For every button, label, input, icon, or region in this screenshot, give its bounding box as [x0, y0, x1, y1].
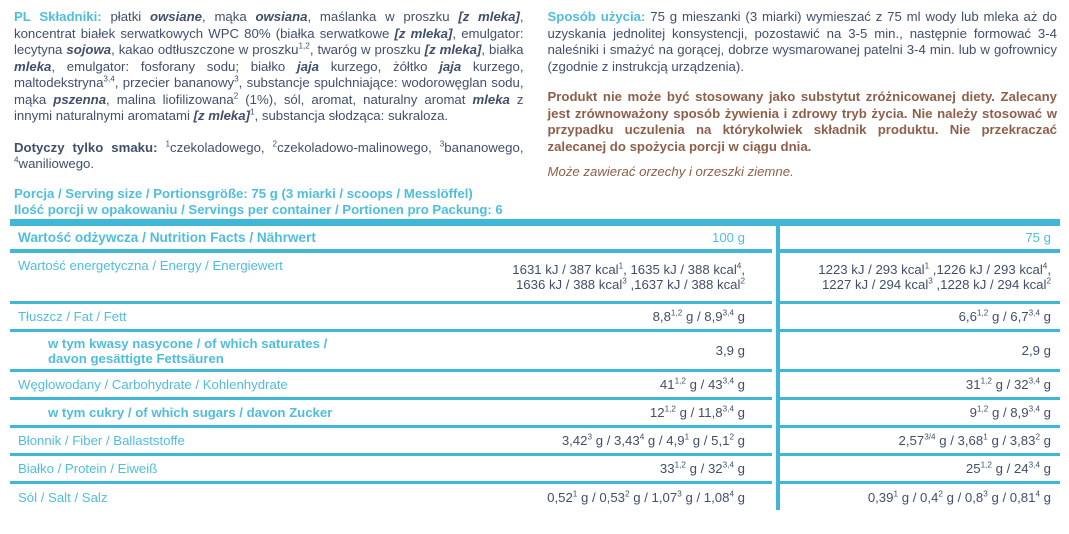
table-row	[780, 428, 1060, 456]
row-value-salt-100g: 0,52$^1$ g / 0,53$^2$ g / 1,07$^3$ g / 1,08$^4$ g	[547, 489, 745, 505]
table-row	[10, 428, 772, 456]
flavor-footnotes-text: $^1$czekoladowego, $^2$czekoladowo-malinowego, $^3$bananowego, $^4$waniliowego.	[14, 139, 524, 171]
table-row	[10, 253, 772, 304]
table-row	[780, 484, 1060, 510]
table-row	[10, 484, 772, 510]
nutrition-table-right-section	[776, 226, 1060, 510]
serving-info	[14, 186, 524, 218]
table-row	[10, 400, 772, 428]
row-label-fiber: Błonnik / Fiber / Ballaststoffe	[18, 433, 185, 448]
nutrition-table-left-section	[10, 226, 772, 510]
row-value-fiber-100g: 3,42$^3$ g / 3,43$^4$ g / $4,9^1$ g / $5,1^2$ g	[561, 432, 745, 448]
usage-text: 75 g mieszanki (3 miarki) wymieszać z 75 ml wody lub mleka aż do uzyskania jednolitej konsystencji, pozostawić na 3-5 min., następnie formować 3-4 naleśniki i smażyć na gorącej, dobrze wysmarowanej patelni 3-4 min. lub w gofrownicy (zgodnie z instrukcją urządzenia).	[547, 9, 1057, 74]
usage-label: Sposób użycia:	[547, 9, 646, 24]
row-value-carbohydrate-100g: 41$^{1,2}$ g / 43$^{3,4}$ g	[659, 376, 745, 392]
table-row	[780, 400, 1060, 428]
nutrition-table	[10, 219, 1060, 510]
table-header-row	[10, 226, 772, 253]
table-row	[10, 304, 772, 332]
row-label-protein: Białko / Protein / Eiweiß	[18, 461, 158, 476]
flavor-footnotes	[14, 140, 524, 173]
row-value-sugars-75g: 9$^{1,2}$ g / 8,9$^{3,4}$ g	[969, 404, 1051, 420]
row-label-energy: Wartość energetyczna / Energy / Energiewert	[18, 258, 283, 273]
table-row	[780, 304, 1060, 332]
table-row	[780, 253, 1060, 304]
top-text-area	[0, 0, 1069, 218]
table-row	[780, 332, 1060, 372]
row-label-carbohydrate: Węglowodany / Carbohydrate / Kohlenhydrate	[18, 377, 288, 392]
row-label-fat: Tłuszcz / Fat / Fett	[18, 309, 127, 324]
row-value-saturates-100g: 3,9 g	[715, 343, 745, 358]
row-value-protein-75g: 25$^{1,2}$ g / 24$^{3,4}$ g	[965, 460, 1051, 476]
table-header-row	[780, 226, 1060, 253]
flavor-footnotes-label: Dotyczy tylko smaku:	[14, 139, 158, 155]
ingredients-paragraph	[14, 9, 524, 125]
table-row	[10, 372, 772, 400]
row-label-sugars: w tym cukry / of which sugars / davon Zucker	[48, 405, 333, 420]
table-row	[10, 332, 772, 372]
row-value-fat-75g: 6,6$^{1,2}$ g / 6,7$^{3,4}$ g	[958, 308, 1051, 324]
table-row	[10, 456, 772, 484]
servings-per-container-line: Ilość porcji w opakowaniu / Servings per container / Portionen pro Packung: 6	[14, 201, 503, 217]
row-value-salt-75g: 0,39$^1$ g / $0,4^2$ g / $0,8^3$ g / 0,81$^4$ g	[867, 489, 1051, 505]
row-value-fat-100g: 8,8$^{1,2}$ g / 8,9$^{3,4}$ g	[652, 308, 745, 324]
left-column	[14, 9, 524, 218]
row-value-sugars-100g: 12$^{1,2}$ g / 11,8$^{3,4}$ g	[649, 404, 745, 420]
serving-size-line: Porcja / Serving size / Portionsgröße: 75 g (3 miarki / scoops / Messlöffel)	[14, 185, 473, 201]
row-value-energy-100g: 1631 kJ / 387 kcal$^1$, 1635 kJ / 388 kcal$^4$, 1636 kJ / 388 kcal$^3$ ,1637 kJ / 388 kcal$^2$	[512, 261, 745, 292]
right-column	[548, 9, 1058, 218]
row-value-carbohydrate-75g: 31$^{1,2}$ g / 32$^{3,4}$ g	[965, 376, 1051, 392]
col-header-100g: 100 g	[711, 230, 745, 245]
row-value-protein-100g: 33$^{1,2}$ g / 32$^{3,4}$ g	[659, 460, 745, 476]
row-value-energy-75g: 1223 kJ / 293 kcal$^1$ ,1226 kJ / 293 kcal$^4$, 1227 kJ / 294 kcal$^3$ ,1228 kJ / 294 kcal$^2$	[818, 261, 1051, 292]
col-header-75g: 75 g	[1025, 230, 1051, 245]
usage-paragraph	[548, 9, 1058, 75]
table-row	[780, 372, 1060, 400]
row-label-salt: Sól / Salt / Salz	[18, 489, 108, 505]
ingredients-text: płatki owsiane, mąka owsiana, maślanka w proszku [z mleka], koncentrat białek serwatkowych WPC 80% (białka serwatkowe [z mleka], emulgator: lecytyna sojowa, kakao odtłuszczone w proszku$^{1,2}$, twaróg w proszku [z mleka], białka mleka, emulgator: fosforany sodu; białko jaja kurzego, żółtko jaja kurzego, maltodekstryna$^{3,4}$, przecier bananowy$^3$, substancje spulchniające: wodorowęglan sodu, mąka pszenna, malina liofilizowana$^2$ (1%), sól, aromat, naturalny aromat mleka z innymi naturalnymi aromatami [z mleka]$^1$, substancja słodząca: sukraloza.	[14, 9, 524, 123]
row-value-saturates-75g: 2,9 g	[1021, 343, 1051, 358]
warning-paragraph: Produkt nie może być stosowany jako substytut zróżnicowanej diety. Zalecany jest zrównoważony sposób żywienia i zdrowy tryb życia. Nie należy stosować w przypadku uczulenia na którykolwiek składnik produktu. Nie przekraczać zalecanej do spożycia porcji w ciągu dnia.	[547, 89, 1057, 154]
row-label-saturates: w tym kwasy nasycone / of which saturates / davon gesättigte Fettsäuren	[48, 335, 328, 366]
allergen-note: Może zawierać orzechy i orzeszki ziemne.	[547, 164, 794, 179]
table-row	[780, 456, 1060, 484]
table-title: Wartość odżywcza / Nutrition Facts / Nährwert	[18, 230, 316, 245]
ingredients-label: PL Składniki:	[14, 9, 102, 24]
row-value-fiber-75g: $2,57^{3/4}$ g / 3,68$^1$ g / 3,83$^2$ g	[898, 432, 1051, 448]
